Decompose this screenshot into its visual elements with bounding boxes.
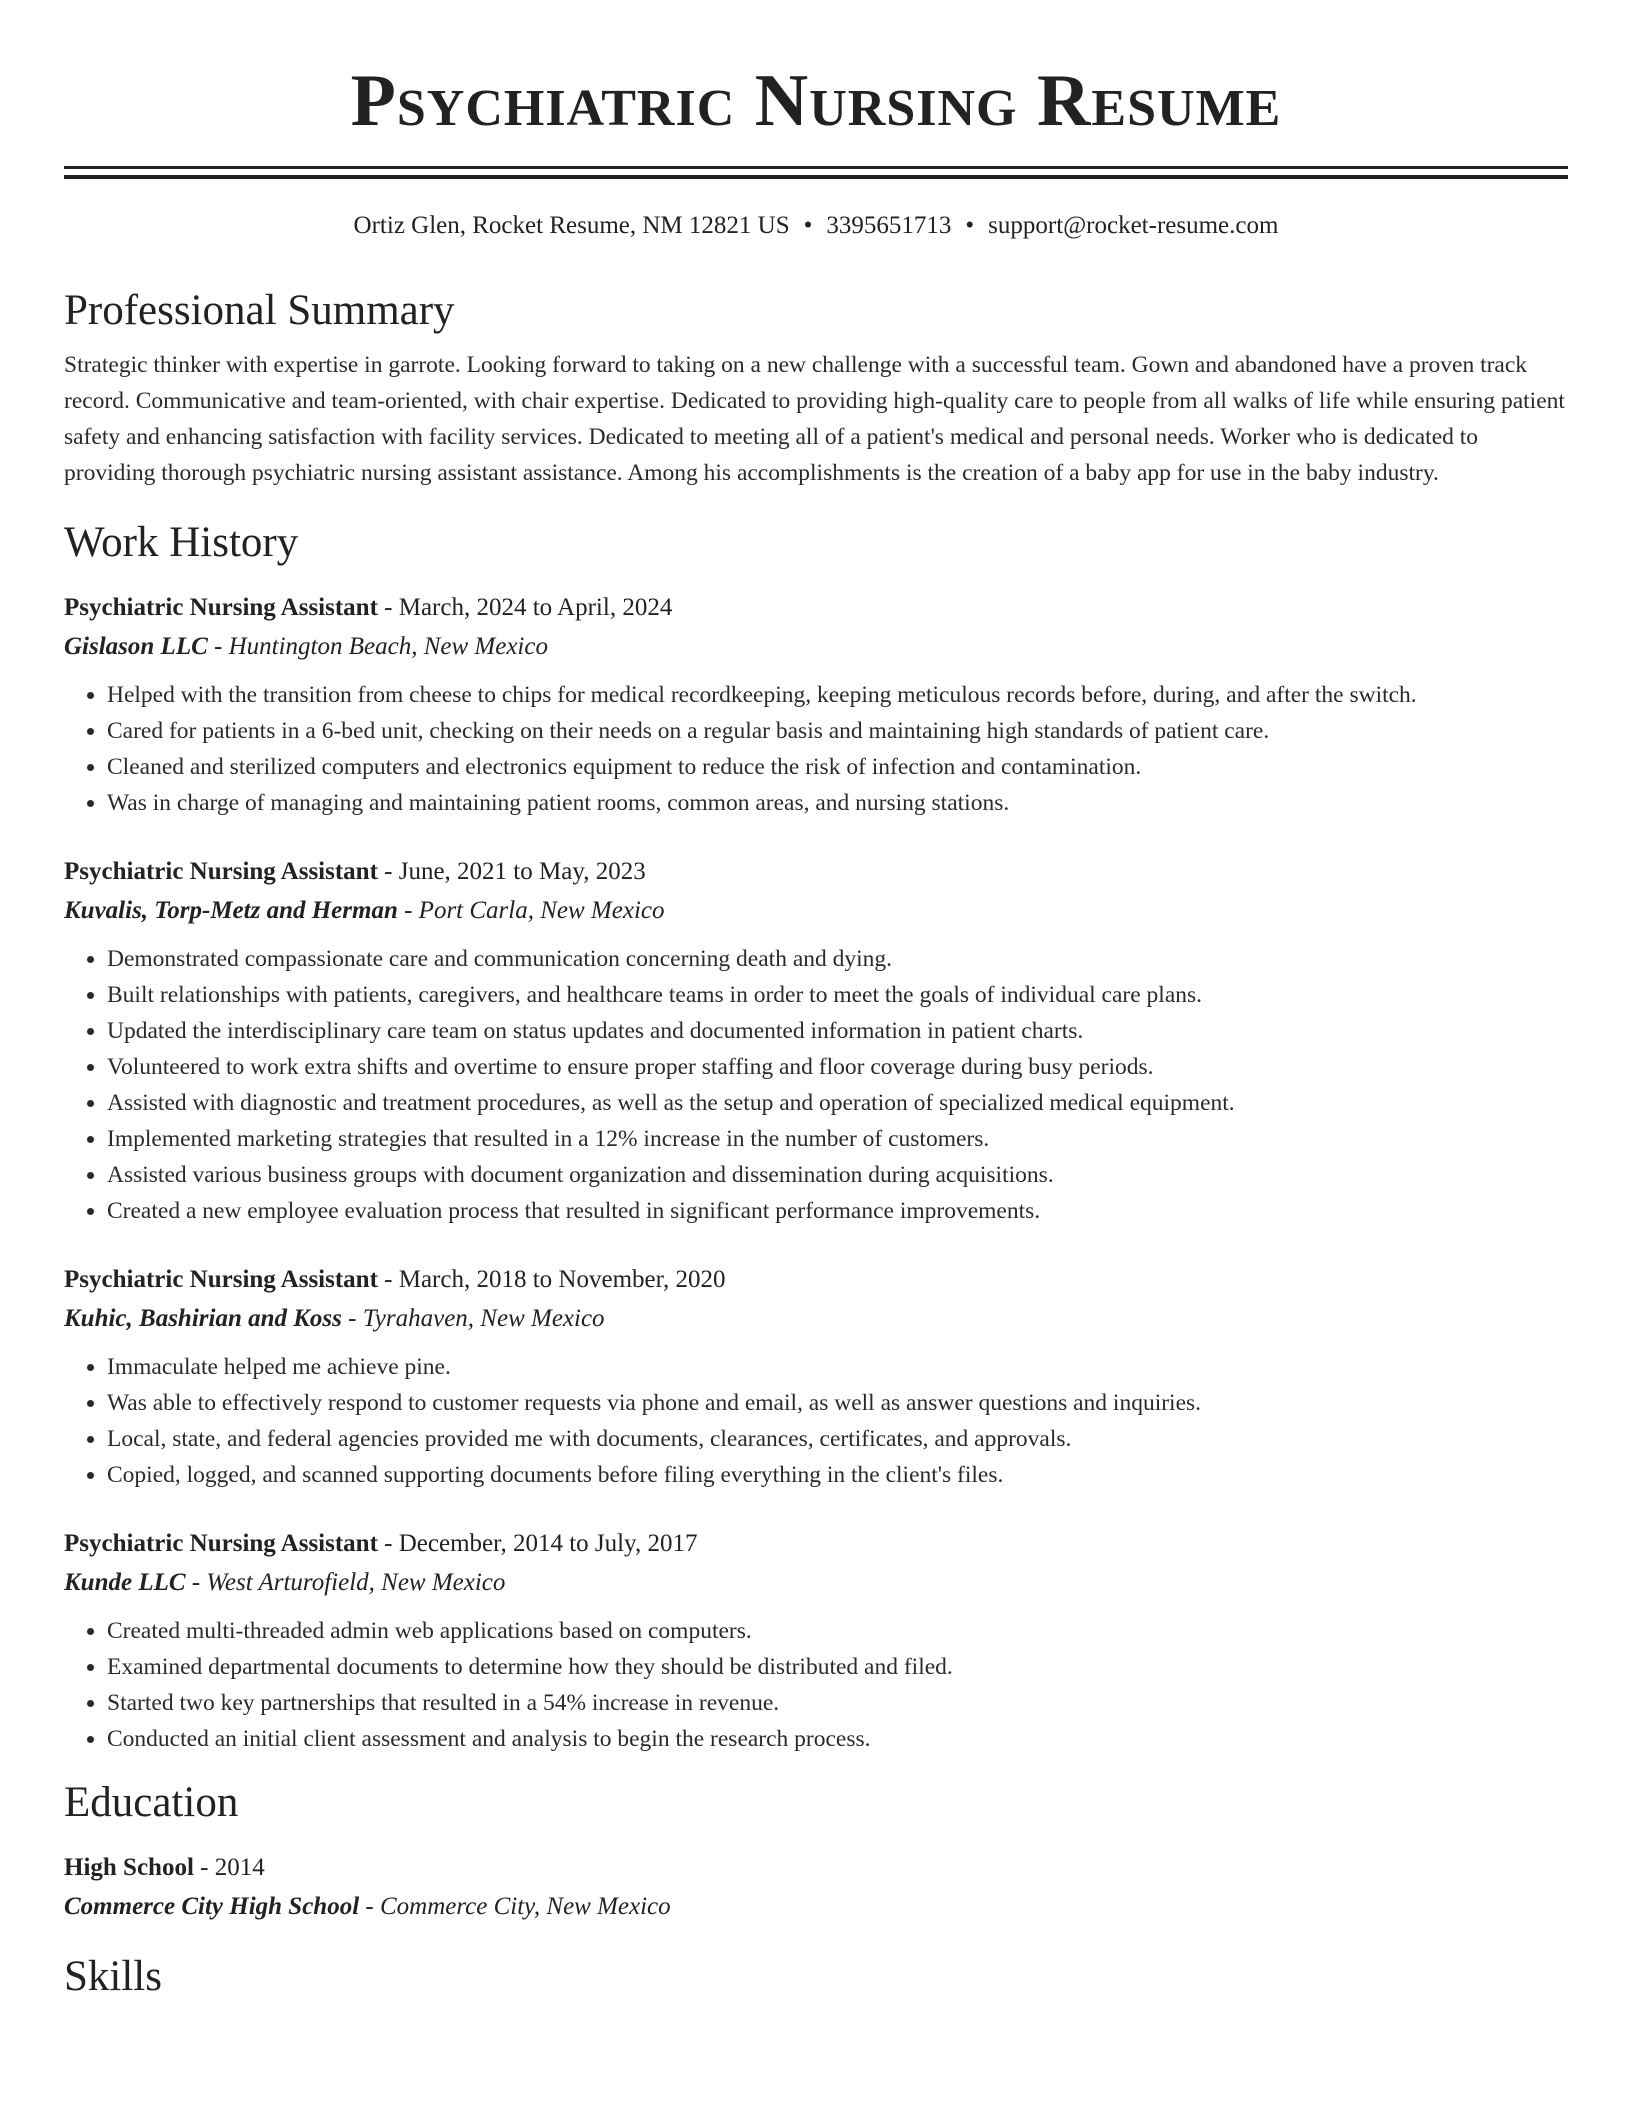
job-bullet: • Helped with the transition from cheese to chips for medical recordkeeping, keeping meticulous records before, during, and after the switch.: [107, 677, 1568, 713]
contact-phone: 3395651713: [826, 212, 952, 239]
job-entry: [64, 1261, 1568, 1493]
title-divider-thin: [64, 175, 1568, 179]
job-bullet: • Copied, logged, and scanned supporting documents before filing everything in the client's files.: [107, 1457, 1568, 1493]
job-title-line: [64, 1525, 1568, 1563]
section-heading-summary: Professional Summary: [64, 287, 455, 334]
job-bullet: • Assisted with diagnostic and treatment procedures, as well as the setup and operation of specialized medical equipment.: [107, 1085, 1568, 1121]
job-location: - West Arturofield, New Mexico: [185, 1569, 506, 1596]
job-company-line: [64, 1299, 1568, 1339]
job-bullet: • Conducted an initial client assessment and analysis to begin the research process.: [107, 1721, 1568, 1757]
job-bullets: [64, 677, 1568, 821]
contact-address: Ortiz Glen, Rocket Resume, NM 12821 US: [353, 212, 790, 239]
job-entry: [64, 589, 1568, 821]
job-title: Psychiatric Nursing Assistant: [64, 1530, 378, 1557]
section-heading-work-history: Work History: [64, 519, 299, 566]
job-bullet: • Volunteered to work extra shifts and overtime to ensure proper staffing and floor coverage during busy periods.: [107, 1049, 1568, 1085]
job-location: - Huntington Beach, New Mexico: [207, 633, 548, 660]
job-dates: - March, 2024 to April, 2024: [377, 594, 673, 621]
job-company-line: [64, 891, 1568, 931]
job-bullet: • Started two key partnerships that resulted in a 54% increase in revenue.: [107, 1685, 1568, 1721]
job-company: Kuvalis, Torp-Metz and Herman: [64, 897, 398, 924]
job-bullet: • Updated the interdisciplinary care team on status updates and documented information in patient charts.: [107, 1013, 1568, 1049]
contact-separator: •: [803, 212, 813, 239]
education-year: - 2014: [193, 1854, 265, 1881]
job-dates: - June, 2021 to May, 2023: [377, 858, 646, 885]
job-company: Gislason LLC: [64, 633, 208, 660]
job-title: Psychiatric Nursing Assistant: [64, 594, 378, 621]
page-title: Psychiatric Nursing Resume: [350, 60, 1282, 142]
job-bullet: • Was in charge of managing and maintaining patient rooms, common areas, and nursing stations.: [107, 785, 1568, 821]
job-bullet: • Demonstrated compassionate care and communication concerning death and dying.: [107, 941, 1568, 977]
job-bullets: [64, 1349, 1568, 1493]
job-title-line: [64, 853, 1568, 891]
job-bullet: • Created a new employee evaluation process that resulted in significant performance improvements.: [107, 1193, 1568, 1229]
section-heading-education: Education: [64, 1779, 239, 1826]
job-company: Kuhic, Bashirian and Koss: [64, 1305, 342, 1332]
section-heading-skills: Skills: [64, 1953, 162, 2000]
job-bullet: • Local, state, and federal agencies provided me with documents, clearances, certificates, and approvals.: [107, 1421, 1568, 1457]
job-bullet: • Was able to effectively respond to customer requests via phone and email, as well as answer questions and inquiries.: [107, 1385, 1568, 1421]
job-company: Kunde LLC: [64, 1569, 186, 1596]
job-bullet: • Immaculate helped me achieve pine.: [107, 1349, 1568, 1385]
education-degree-line: [64, 1849, 1568, 1887]
job-entry: [64, 853, 1568, 1229]
job-entry: [64, 1525, 1568, 1757]
job-company-line: [64, 627, 1568, 667]
job-bullet: • Examined departmental documents to determine how they should be distributed and filed.: [107, 1649, 1568, 1685]
job-bullet: • Implemented marketing strategies that resulted in a 12% increase in the number of customers.: [107, 1121, 1568, 1157]
job-dates: - December, 2014 to July, 2017: [377, 1530, 698, 1557]
job-bullet: • Assisted various business groups with document organization and dissemination during acquisitions.: [107, 1157, 1568, 1193]
contact-separator: •: [965, 212, 975, 239]
job-title: Psychiatric Nursing Assistant: [64, 1266, 378, 1293]
title-divider-thick: [64, 166, 1568, 169]
education-degree: High School: [64, 1854, 194, 1881]
job-bullet: • Created multi-threaded admin web applications based on computers.: [107, 1613, 1568, 1649]
job-bullets: [64, 1613, 1568, 1757]
education-location: - Commerce City, New Mexico: [359, 1893, 671, 1920]
job-company-line: [64, 1563, 1568, 1603]
job-title-line: [64, 1261, 1568, 1299]
job-title: Psychiatric Nursing Assistant: [64, 858, 378, 885]
job-bullet: • Cleaned and sterilized computers and electronics equipment to reduce the risk of infection and contamination.: [107, 749, 1568, 785]
job-bullet: • Cared for patients in a 6-bed unit, checking on their needs on a regular basis and maintaining high standards of patient care.: [107, 713, 1568, 749]
job-bullet: • Built relationships with patients, caregivers, and healthcare teams in order to meet the goals of individual care plans.: [107, 977, 1568, 1013]
job-title-line: [64, 589, 1568, 627]
contact-line: [64, 209, 1568, 243]
contact-email: support@rocket-resume.com: [988, 212, 1279, 239]
education-school: Commerce City High School: [64, 1893, 360, 1920]
summary-text: Strategic thinker with expertise in garrote. Looking forward to taking on a new challenge with a successful team. Gown and abandoned have a proven track record. Communicative and team-oriented, with chair expertise. Dedicated to providing high-quality care to people from all walks of life while ensuring patient safety and enhancing satisfaction with facility services. Dedicated to meeting all of a patient's medical and personal needs. Worker who is dedicated to providing thorough psychiatric nursing assistant assistance. Among his accomplishments is the creation of a baby app for use in the baby industry.: [64, 352, 1565, 486]
job-location: - Port Carla, New Mexico: [397, 897, 665, 924]
job-dates: - March, 2018 to November, 2020: [377, 1266, 726, 1293]
job-location: - Tyrahaven, New Mexico: [341, 1305, 605, 1332]
job-bullets: [64, 941, 1568, 1229]
education-school-line: [64, 1887, 1568, 1927]
